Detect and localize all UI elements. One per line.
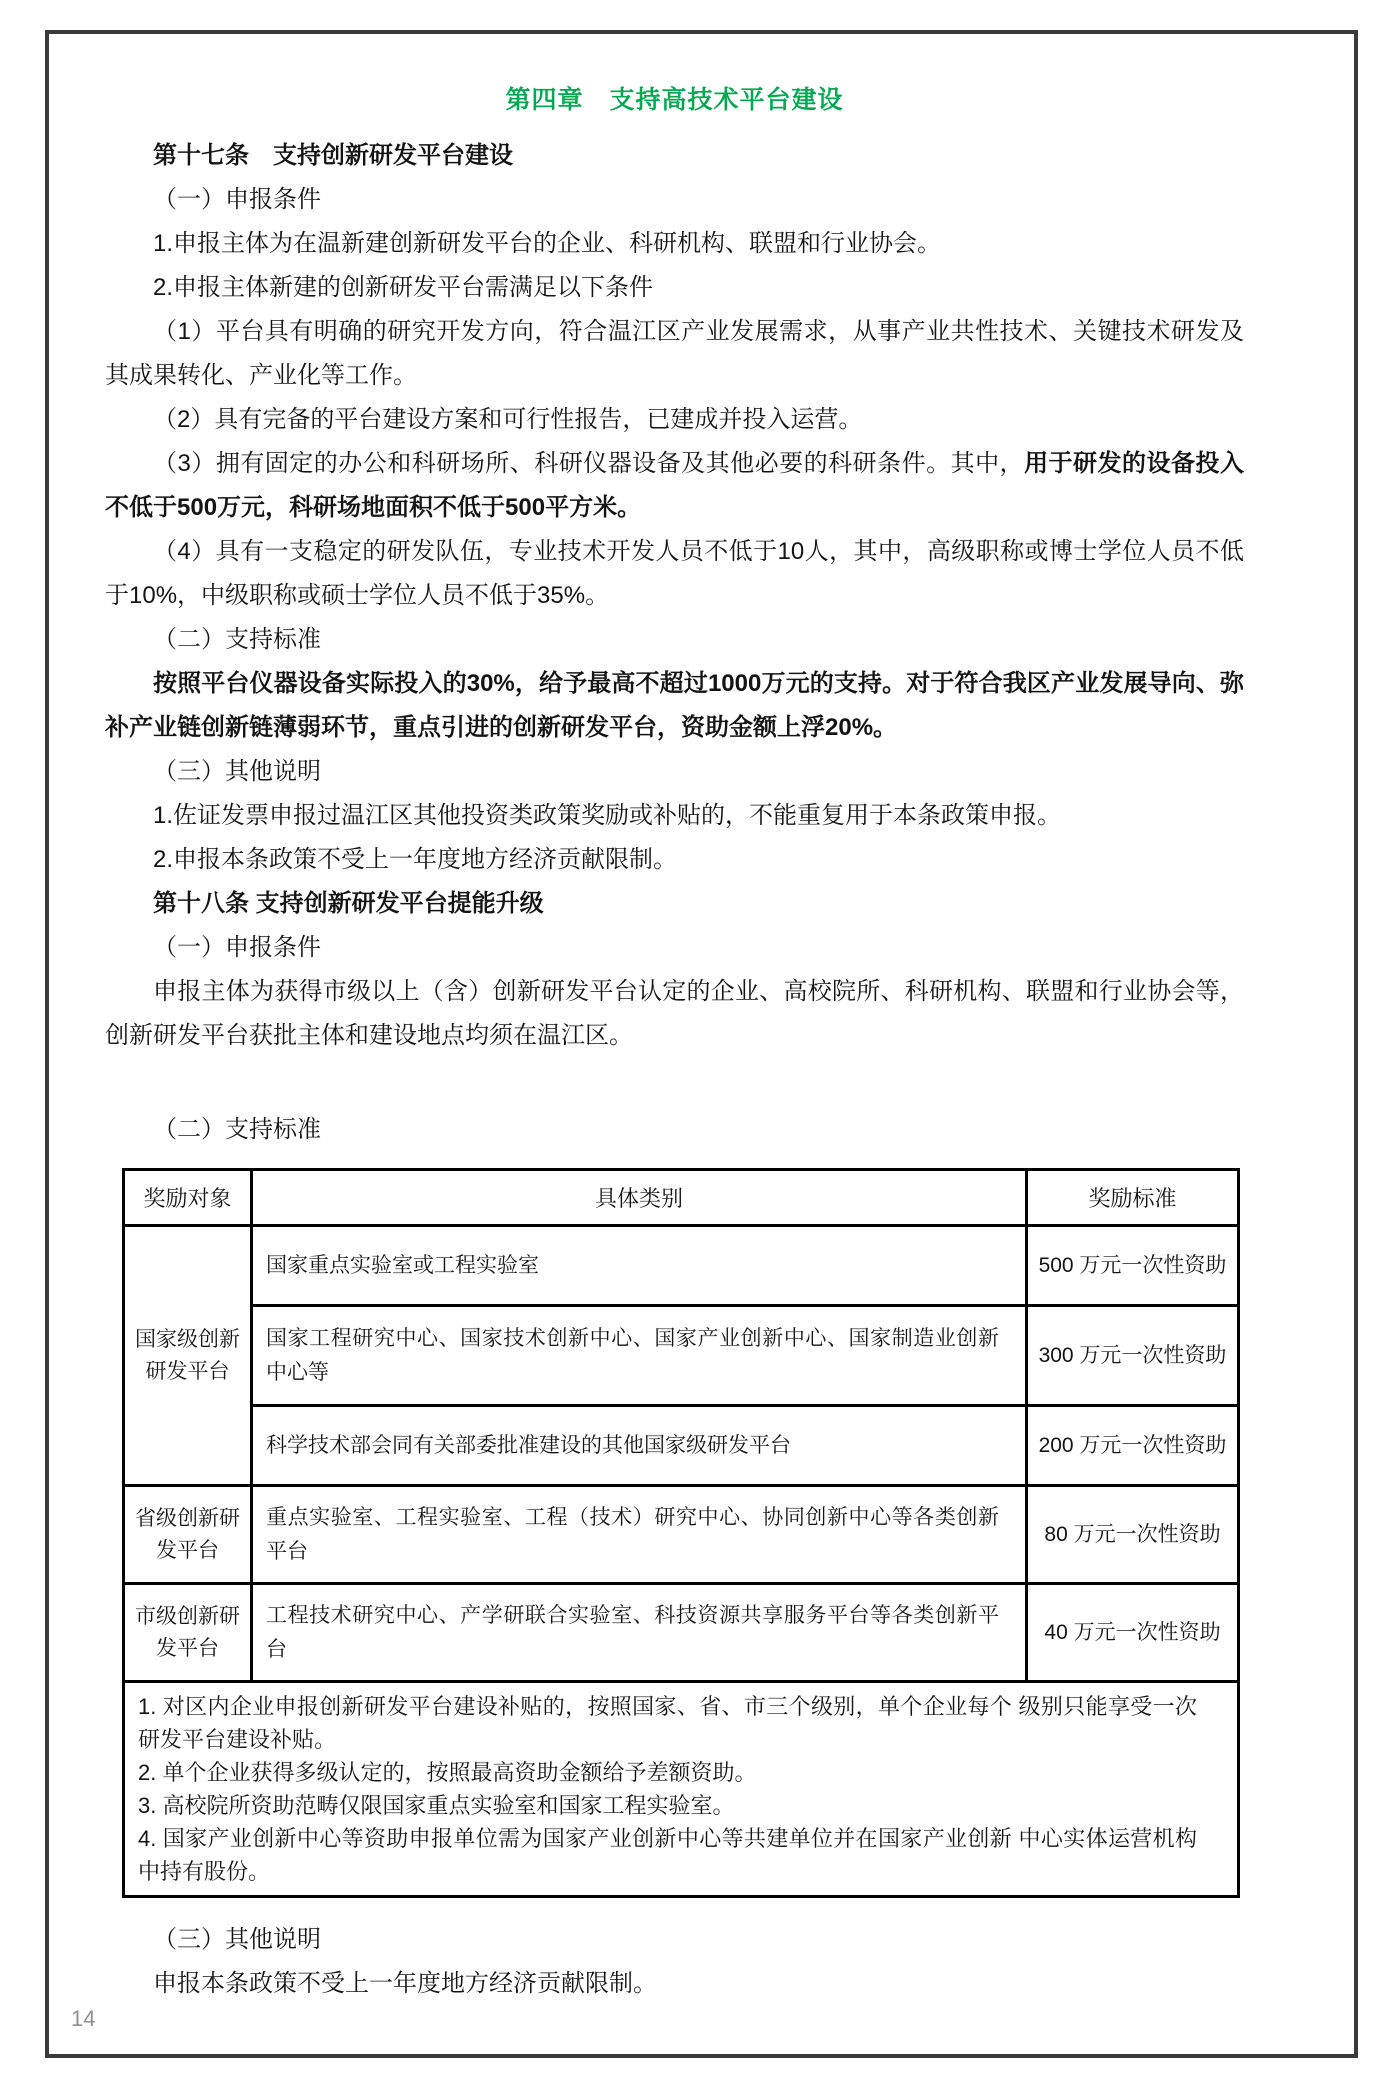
article18-heading: 第十八条 支持创新研发平台提能升级	[153, 890, 544, 917]
category-cell: 国家工程研究中心、国家技术创新中心、国家产业创新中心、国家制造业创新中心等	[252, 1306, 1027, 1406]
table-row	[124, 1584, 1239, 1682]
table-notes-row	[124, 1682, 1239, 1897]
award-standard-table	[122, 1168, 1240, 1898]
document-content	[49, 34, 1354, 2006]
article17-heading: 第十七条 支持创新研发平台建设	[153, 142, 513, 169]
article17-standard-label: （二）支持标准	[153, 626, 321, 653]
table-note-3: 3. 高校院所资助范畴仅限国家重点实验室和国家工程实验室。	[138, 1793, 735, 1818]
table-row	[124, 1486, 1239, 1584]
article17-item2: 2.申报主体新建的创新研发平台需满足以下条件	[153, 274, 654, 301]
award-cell: 200 万元一次性资助	[1027, 1406, 1239, 1486]
table-notes	[124, 1682, 1239, 1897]
group-national-platform: 国家级创新研发平台	[124, 1226, 252, 1486]
table-note-4: 4. 国家产业创新中心等资助申报单位需为国家产业创新中心等共建单位并在国家产业创新 中心实体运营机构中持有股份。	[138, 1826, 1197, 1884]
header-award-standard: 奖励标准	[1027, 1170, 1239, 1226]
page-number: 14	[71, 2006, 96, 2031]
group-provincial-platform: 省级创新研发平台	[124, 1486, 252, 1584]
award-cell: 80 万元一次性资助	[1027, 1486, 1239, 1584]
header-award-target: 奖励对象	[124, 1170, 252, 1226]
group-municipal-platform: 市级创新研发平台	[124, 1584, 252, 1682]
article17-other-label: （三）其他说明	[153, 758, 321, 785]
article18-other-text: 申报本条政策不受上一年度地方经济贡献限制。	[153, 1970, 657, 1997]
chapter-title: 第四章 支持高技术平台建设	[505, 86, 844, 114]
article17-sub4: （4）具有一支稳定的研发队伍，专业技术开发人员不低于10人，其中，高级职称或博士学位人员不低于10%，中级职称或硕士学位人员不低于35%。	[105, 538, 1244, 609]
article17-other2: 2.申报本条政策不受上一年度地方经济贡献限制。	[153, 846, 678, 873]
article17-sub1: （1）平台具有明确的研究开发方向，符合温江区产业发展需求，从事产业共性技术、关键技术研发及其成果转化、产业化等工作。	[105, 318, 1244, 389]
article18-standard-label: （二）支持标准	[153, 1116, 321, 1143]
article17-conditions-label: （一）申报条件	[153, 186, 321, 213]
article17-sub3-normal: （3）拥有固定的办公和科研场所、科研仪器设备及其他必要的科研条件。其中，	[153, 450, 1025, 477]
header-specific-category: 具体类别	[252, 1170, 1027, 1226]
page-frame	[45, 30, 1358, 2058]
category-cell: 国家重点实验室或工程实验室	[252, 1226, 1027, 1306]
table-note-1: 1. 对区内企业申报创新研发平台建设补贴的，按照国家、省、市三个级别，单个企业每个 级别只能享受一次研发平台建设补贴。	[138, 1694, 1197, 1752]
article17-sub2: （2）具有完备的平台建设方案和可行性报告，已建成并投入运营。	[153, 406, 863, 433]
article17-other1: 1.佐证发票申报过温江区其他投资类政策奖励或补贴的，不能重复用于本条政策申报。	[153, 802, 1062, 829]
article18-conditions-text: 申报主体为获得市级以上（含）创新研发平台认定的企业、高校院所、科研机构、联盟和行业协会等，创新研发平台获批主体和建设地点均须在温江区。	[105, 978, 1244, 1049]
table-note-2: 2. 单个企业获得多级认定的，按照最高资助金额给予差额资助。	[138, 1760, 757, 1785]
award-cell: 300 万元一次性资助	[1027, 1306, 1239, 1406]
table-row	[124, 1406, 1239, 1486]
article18-conditions-label: （一）申报条件	[153, 934, 321, 961]
article17-standard-text: 按照平台仪器设备实际投入的30%，给予最高不超过1000万元的支持。对于符合我区产业发展导向、弥补产业链创新链薄弱环节，重点引进的创新研发平台，资助金额上浮20%。	[105, 670, 1244, 741]
category-cell: 工程技术研究中心、产学研联合实验室、科技资源共享服务平台等各类创新平台	[252, 1584, 1027, 1682]
category-cell: 科学技术部会同有关部委批准建设的其他国家级研发平台	[252, 1406, 1027, 1486]
table-row	[124, 1226, 1239, 1306]
article17-sub3-bold: 用于研发的设备投入不低于500万元，科研场地面积不低于500平方米。	[105, 450, 1244, 521]
table-row	[124, 1306, 1239, 1406]
category-cell: 重点实验室、工程实验室、工程（技术）研究中心、协同创新中心等各类创新平台	[252, 1486, 1027, 1584]
award-cell: 500 万元一次性资助	[1027, 1226, 1239, 1306]
table-header-row	[124, 1170, 1239, 1226]
article17-sub3	[105, 442, 1244, 530]
article18-other-label: （三）其他说明	[153, 1926, 321, 1953]
article17-item1: 1.申报主体为在温新建创新研发平台的企业、科研机构、联盟和行业协会。	[153, 230, 942, 257]
award-cell: 40 万元一次性资助	[1027, 1584, 1239, 1682]
